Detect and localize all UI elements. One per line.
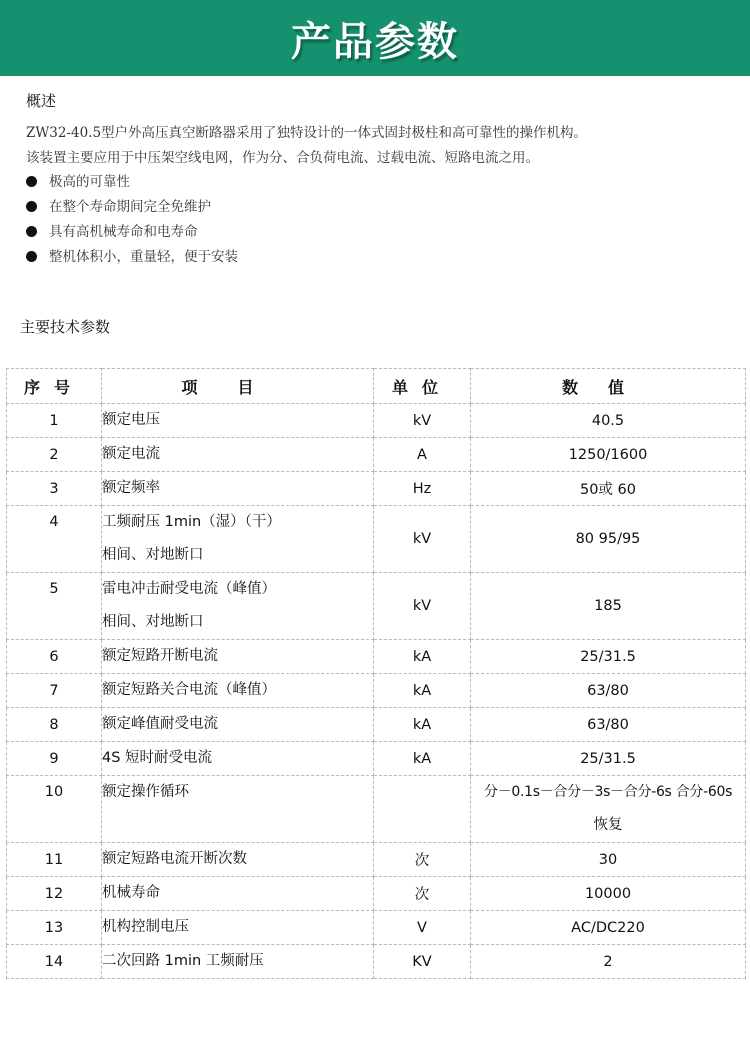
row-value: 1250/1600 <box>471 438 746 472</box>
feature-text: 具有高机械寿命和电寿命 <box>49 224 198 240</box>
row-no: 6 <box>7 640 102 674</box>
feature-bullet <box>26 220 198 240</box>
row-no: 4 <box>7 506 102 573</box>
bullet-dot-icon <box>26 226 37 237</box>
row-value: 30 <box>471 843 746 877</box>
table-row <box>7 472 746 506</box>
row-value: AC/DC220 <box>471 911 746 945</box>
feature-text: 整机体积小，重量轻，便于安装 <box>49 249 238 265</box>
row-item: 机构控制电压 <box>102 911 374 945</box>
page-title: 产品参数 <box>291 19 459 65</box>
row-no: 3 <box>7 472 102 506</box>
table-row <box>7 438 746 472</box>
row-value: 25/31.5 <box>471 742 746 776</box>
bullet-dot-icon <box>26 251 37 262</box>
row-unit: 次 <box>374 877 471 911</box>
row-value: 185 <box>471 573 746 640</box>
row-value: 2 <box>471 945 746 979</box>
row-value: 40.5 <box>471 404 746 438</box>
row-value: 10000 <box>471 877 746 911</box>
row-unit: kV <box>374 573 471 640</box>
row-item: 二次回路 1min 工频耐压 <box>102 945 374 979</box>
row-unit: 次 <box>374 843 471 877</box>
row-item: 额定短路关合电流（峰值） <box>102 674 374 708</box>
bullet-dot-icon <box>26 176 37 187</box>
row-item: 额定电流 <box>102 438 374 472</box>
row-item: 雷电冲击耐受电流（峰值） 相间、对地断口 <box>102 573 374 640</box>
table-row <box>7 945 746 979</box>
table-row <box>7 404 746 438</box>
row-no: 1 <box>7 404 102 438</box>
feature-bullet <box>26 195 211 215</box>
table-row <box>7 674 746 708</box>
row-item: 4S 短时耐受电流 <box>102 742 374 776</box>
row-value: 80 95/95 <box>471 506 746 573</box>
table-row <box>7 911 746 945</box>
table-header-row <box>7 369 746 404</box>
row-item: 额定频率 <box>102 472 374 506</box>
row-unit: KV <box>374 945 471 979</box>
title-banner <box>0 0 750 76</box>
row-no: 12 <box>7 877 102 911</box>
row-unit: kV <box>374 404 471 438</box>
row-no: 11 <box>7 843 102 877</box>
row-unit: kA <box>374 708 471 742</box>
row-no: 2 <box>7 438 102 472</box>
table-row <box>7 877 746 911</box>
header-value: 数值 <box>471 369 746 404</box>
header-item: 项目 <box>102 369 374 404</box>
row-item: 机械寿命 <box>102 877 374 911</box>
table-row <box>7 843 746 877</box>
feature-bullet <box>26 170 130 190</box>
row-no: 7 <box>7 674 102 708</box>
overview-heading: 概述 <box>26 92 57 110</box>
row-item: 额定短路开断电流 <box>102 640 374 674</box>
params-table <box>6 368 746 979</box>
feature-text: 在整个寿命期间完全免维护 <box>49 199 211 215</box>
bullet-dot-icon <box>26 201 37 212</box>
row-no: 8 <box>7 708 102 742</box>
row-unit: A <box>374 438 471 472</box>
overview-line-2: 该装置主要应用于中压架空线电网，作为分、合负荷电流、过载电流、短路电流之用。 <box>26 150 539 166</box>
table-row <box>7 776 746 843</box>
row-value: 分－0.1s－合分－3s－合分-6s 合分-60s 恢复 <box>471 776 746 843</box>
row-no: 14 <box>7 945 102 979</box>
row-item: 额定峰值耐受电流 <box>102 708 374 742</box>
table-row <box>7 640 746 674</box>
row-unit: kA <box>374 640 471 674</box>
row-value: 63/80 <box>471 674 746 708</box>
table-row <box>7 573 746 640</box>
row-unit: kA <box>374 674 471 708</box>
feature-text: 极高的可靠性 <box>49 174 130 190</box>
table-row <box>7 506 746 573</box>
header-no: 序号 <box>7 369 102 404</box>
overview-line-1: ZW32-40.5型户外高压真空断路器采用了独特设计的一体式固封极柱和高可靠性的操作机构。 <box>26 125 588 141</box>
params-heading: 主要技术参数 <box>20 318 111 336</box>
row-no: 10 <box>7 776 102 843</box>
row-unit: kA <box>374 742 471 776</box>
row-item: 额定操作循环 <box>102 776 374 843</box>
row-item: 工频耐压 1min（湿）（干） 相间、对地断口 <box>102 506 374 573</box>
row-value: 63/80 <box>471 708 746 742</box>
row-item: 额定电压 <box>102 404 374 438</box>
row-unit: kV <box>374 506 471 573</box>
row-no: 9 <box>7 742 102 776</box>
feature-bullet <box>26 245 238 265</box>
row-value: 25/31.5 <box>471 640 746 674</box>
header-unit: 单位 <box>374 369 471 404</box>
row-unit: V <box>374 911 471 945</box>
row-value: 50或 60 <box>471 472 746 506</box>
row-no: 13 <box>7 911 102 945</box>
row-unit <box>374 776 471 843</box>
row-item: 额定短路电流开断次数 <box>102 843 374 877</box>
row-no: 5 <box>7 573 102 640</box>
table-row <box>7 708 746 742</box>
row-unit: Hz <box>374 472 471 506</box>
table-row <box>7 742 746 776</box>
